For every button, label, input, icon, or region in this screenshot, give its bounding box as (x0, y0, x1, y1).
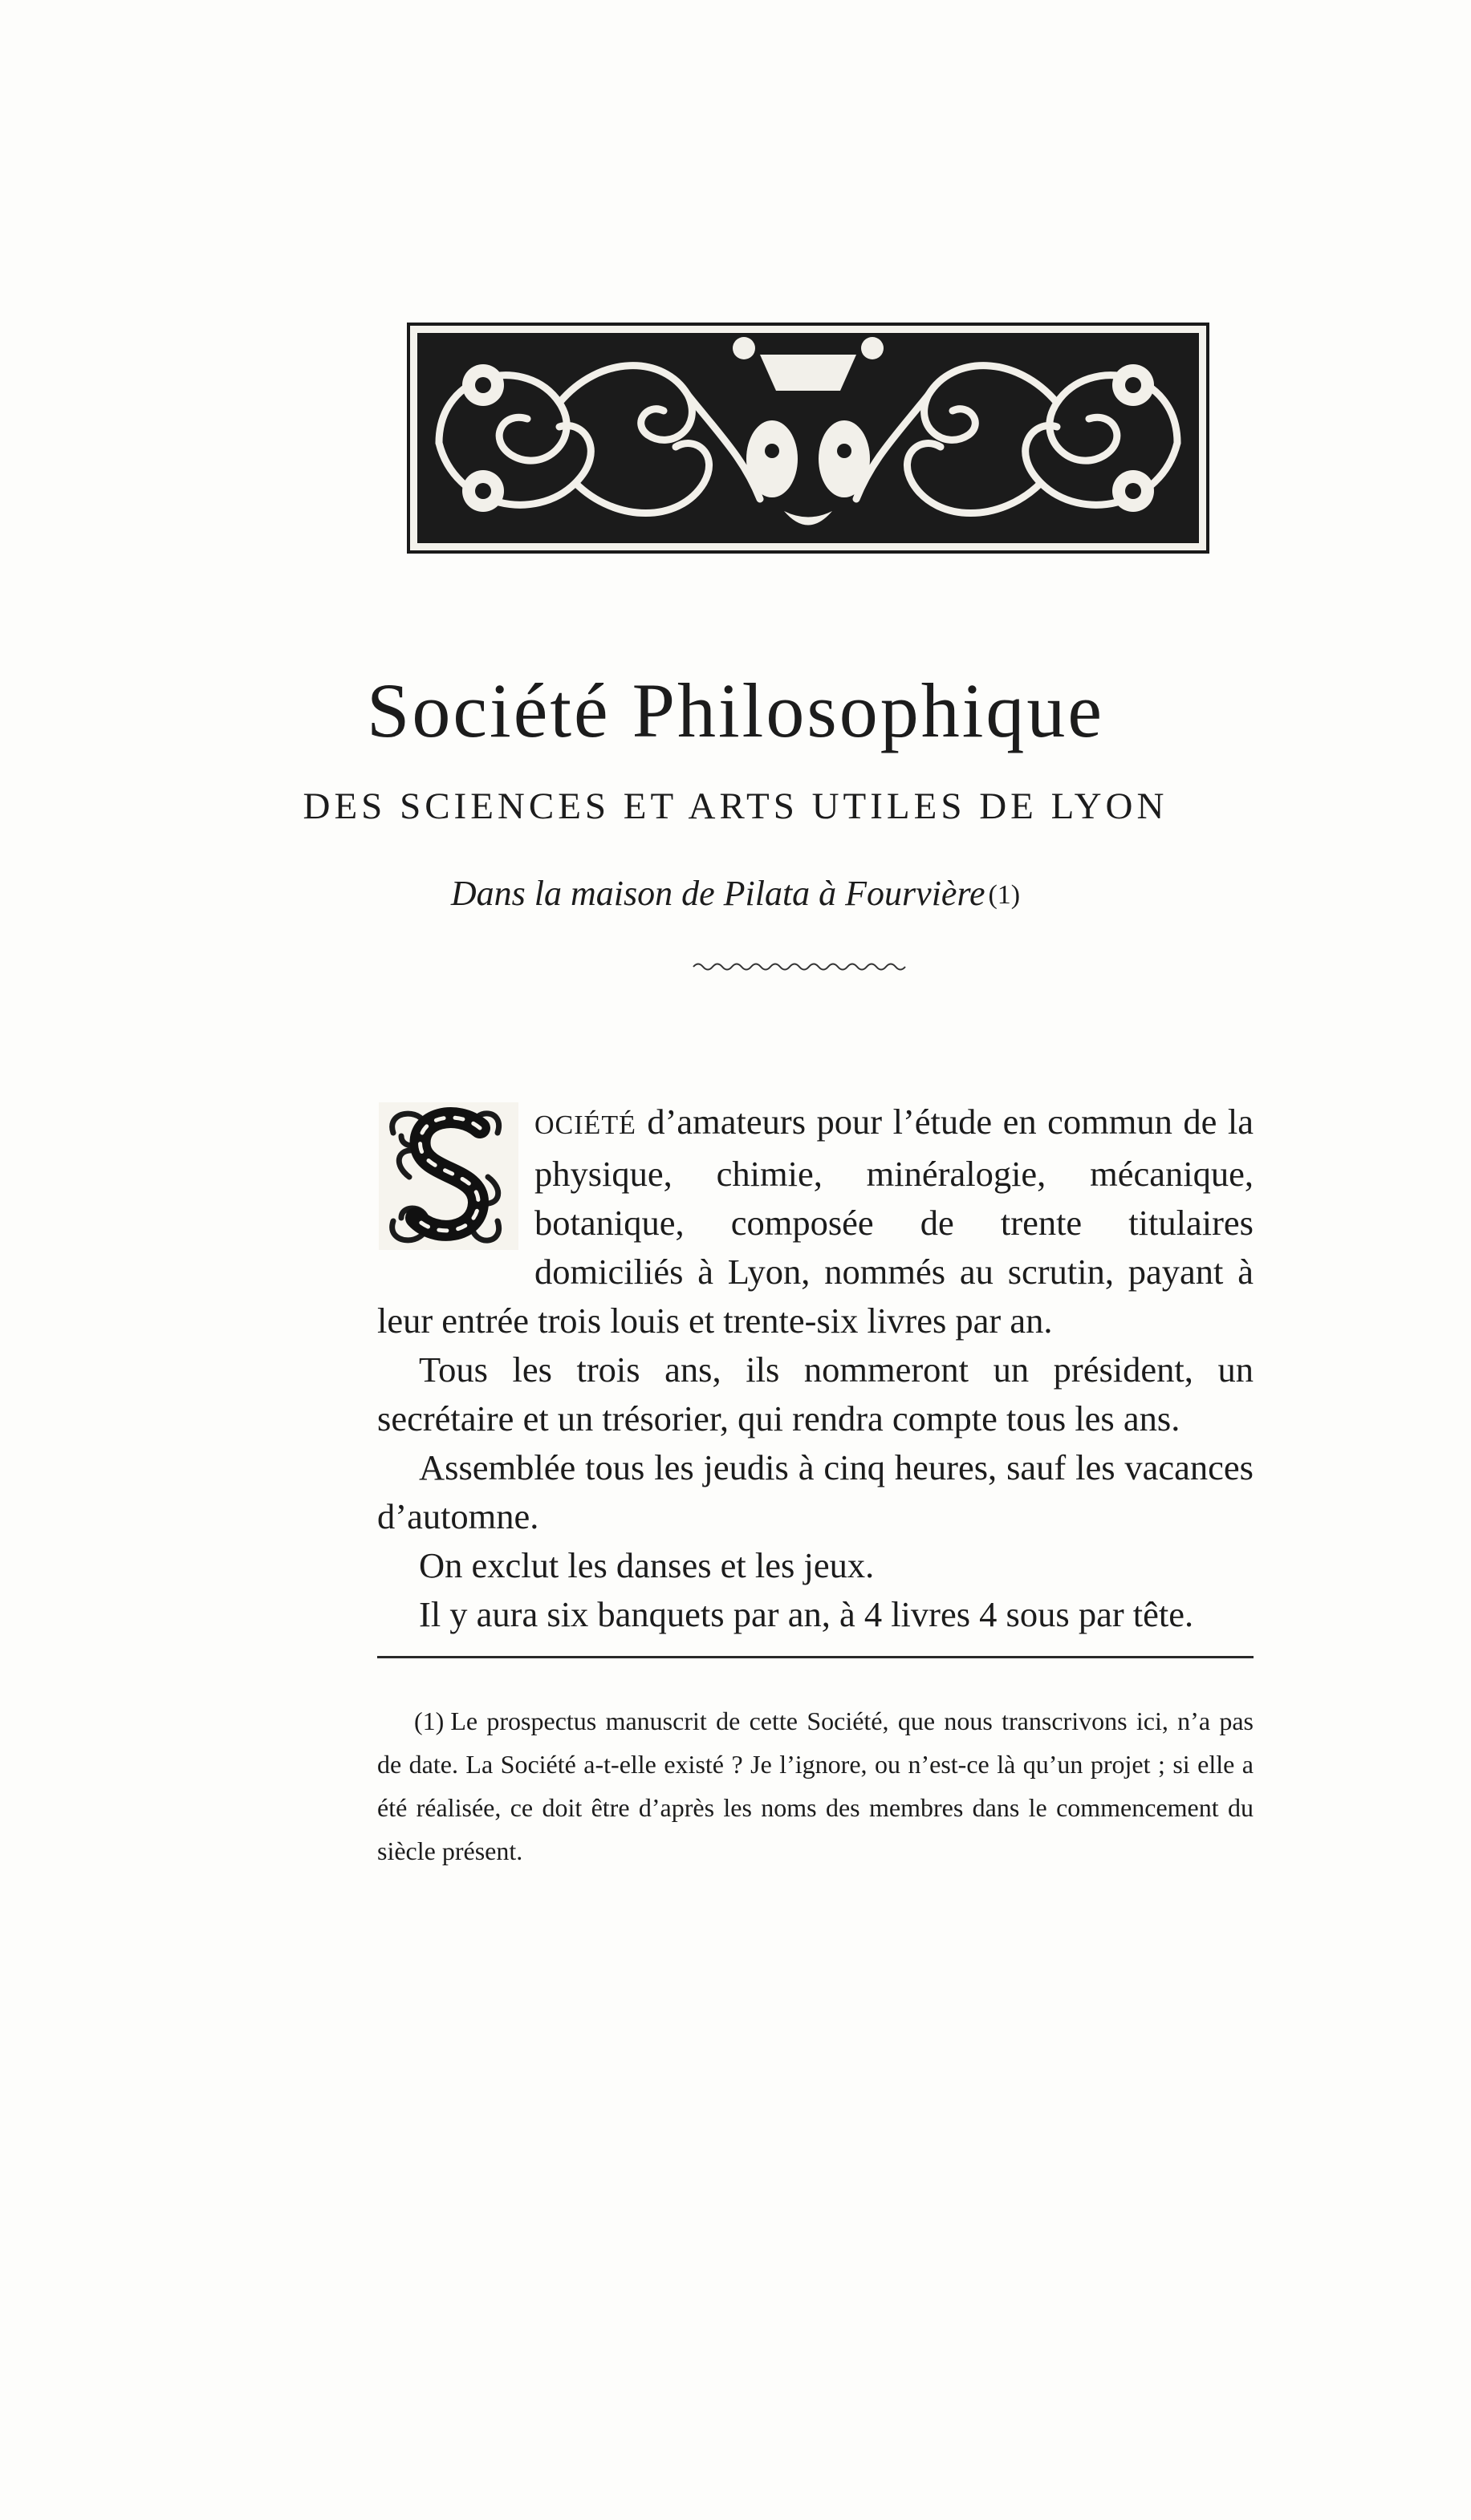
paragraph-1 (377, 1098, 1254, 1345)
first-word-smallcaps: OCIÉTÉ (534, 1110, 636, 1140)
paragraph-3: Assemblée tous les jeudis à cinq heures, sauf les vacances d’automne. (377, 1447, 1254, 1536)
footnote-rule (377, 1656, 1254, 1658)
location-text: Dans la maison de Pilata à Fourvière (450, 874, 985, 913)
paragraph-5: Il y aura six banquets par an, à 4 livres 4 sous par tête. (419, 1594, 1194, 1634)
wavy-divider-icon (692, 960, 908, 974)
page-title: Société Philosophique (367, 668, 1104, 753)
footnote-text: Le prospectus manuscrit de cette Société, que nous transcrivons ici, n’a pas de date. La Société a-t-elle existé ? Je l’ignore, ou n’est-ce là qu’un projet ; si elle a été réalisée, ce doit être d’après les noms des membres dans le commencement du siècle présent. (377, 1706, 1254, 1865)
location-line (0, 876, 1471, 911)
paragraph-4: On exclut les danses et les jeux. (419, 1545, 875, 1585)
foliate-scroll-headpiece-icon (407, 323, 1209, 554)
paragraph-1-text: d’amateurs pour l’étude en commun de la physique, chimie, minéralogie, mécanique, botanique, composée de trente titulaires domiciliés à Lyon, nommés au scrutin, payant à leur entrée trois louis et trente-six livres par an. (377, 1102, 1254, 1341)
footnote-marker: (1) (414, 1706, 445, 1735)
page-subtitle: DES SCIENCES ET ARTS UTILES DE LYON (303, 785, 1168, 827)
ornamental-letter-s-icon (377, 1101, 520, 1252)
body-text (377, 1098, 1254, 1639)
footnote-reference: (1) (988, 880, 1021, 910)
paragraph-2: Tous les trois ans, ils nommeront un président, un secrétaire et un trésorier, qui rendra compte tous les ans. (377, 1349, 1254, 1439)
footnote (377, 1699, 1254, 1873)
